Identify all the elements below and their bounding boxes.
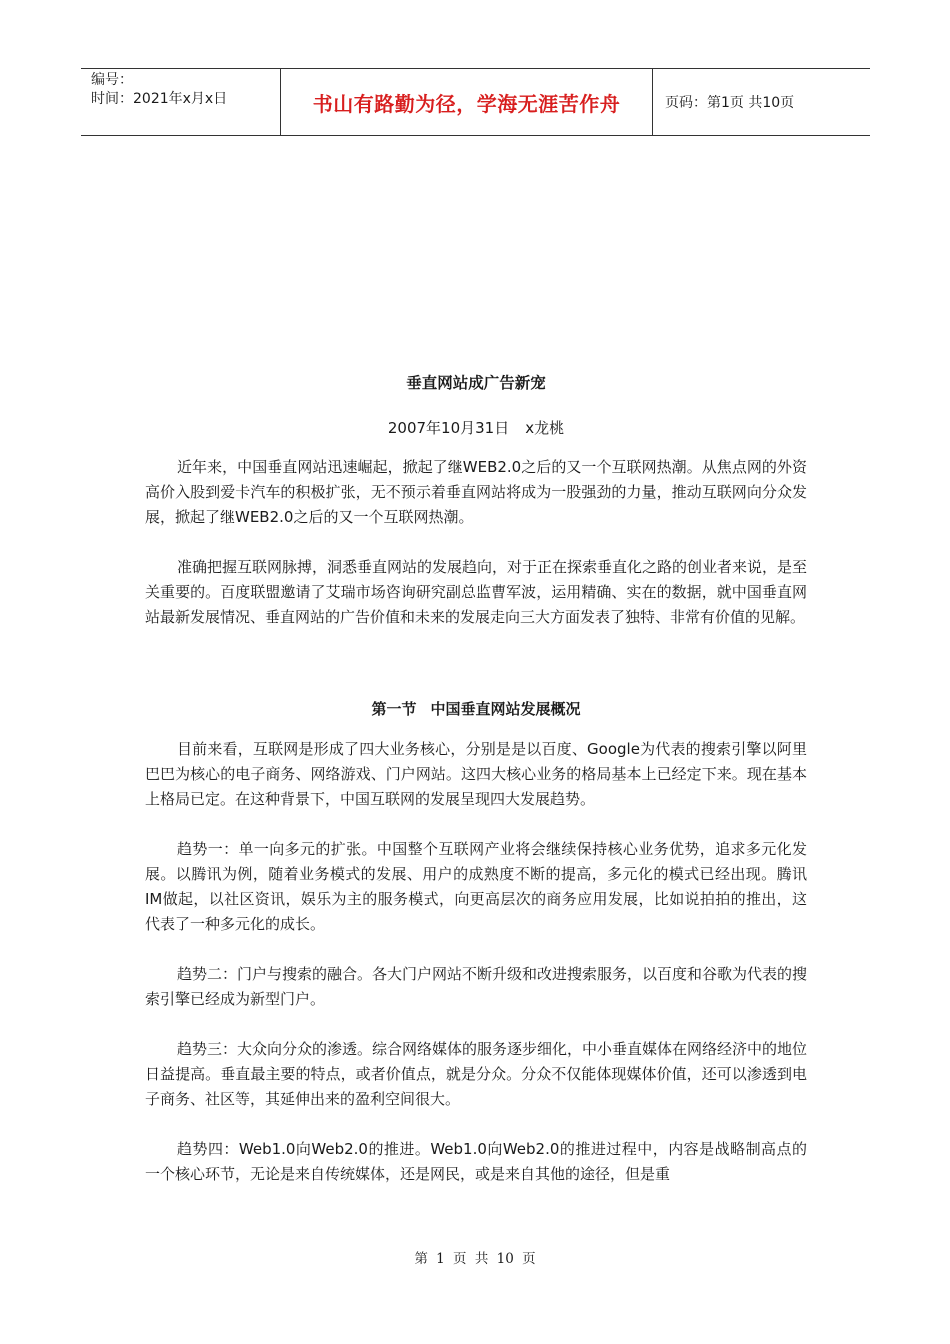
section-title: 中国垂直网站发展概况 <box>430 700 581 718</box>
article-byline <box>145 417 807 439</box>
header-motto: 书山有路勤为径，学海无涯苦作舟 <box>281 69 653 135</box>
section-heading <box>145 698 807 720</box>
number-label: 编号： <box>91 72 133 88</box>
article <box>145 372 807 1187</box>
page-header <box>81 68 870 136</box>
article-title: 垂直网站成广告新宠 <box>406 374 546 392</box>
intro-paragraph-1: 近年来，中国垂直网站迅速崛起，掀起了继WEB2.0之后的又一个互联网热潮。从焦点网的外资高价入股到爱卡汽车的积极扩张，无不预示着垂直网站将成为一股强劲的力量，推动互联网向分众发展，掀起了继WEB2.0之后的又一个互联网热潮。 <box>145 458 807 526</box>
section-paragraph-5: 趋势四：Web1.0向Web2.0的推进。Web1.0向Web2.0的推进过程中，内容是战略制高点的一个核心环节，无论是来自传统媒体，还是网民，或是来自其他的途径，但是重 <box>145 1140 807 1183</box>
header-meta-cell <box>81 69 281 135</box>
intro-paragraph-2: 准确把握互联网脉搏，洞悉垂直网站的发展趋向，对于正在探索垂直化之路的创业者来说，是至关重要的。百度联盟邀请了艾瑞市场咨询研究副总监曹军波，运用精确、实在的数据，就中国垂直网站最新发展情况、垂直网站的广告价值和未来的发展走向三大方面发表了独特、非常有价值的见解。 <box>145 558 808 626</box>
section-paragraph-1: 目前来看，互联网是形成了四大业务核心，分别是是以百度、Google为代表的搜索引擎以阿里巴巴为核心的电子商务、网络游戏、门户网站。这四大核心业务的格局基本上已经定下来。现在基本上格局已定。在这种背景下，中国互联网的发展呈现四大发展趋势。 <box>145 740 807 808</box>
time-label: 时间：2021年x月x日 <box>91 91 228 107</box>
section-paragraph-3: 趋势二：门户与搜索的融合。各大门户网站不断升级和改进搜索服务，以百度和谷歌为代表的搜索引擎已经成为新型门户。 <box>145 965 808 1008</box>
section-paragraph-4: 趋势三：大众向分众的渗透。综合网络媒体的服务逐步细化，中小垂直媒体在网络经济中的地位日益提高。垂直最主要的特点，或者价值点，就是分众。分众不仅能体现媒体价值，还可以渗透到电子商务、社区等，其延伸出来的盈利空间很大。 <box>145 1040 808 1108</box>
section-number: 第一节 <box>371 700 417 718</box>
page-footer: 第 1 页 共 10 页 <box>414 1251 536 1267</box>
header-page-info: 页码：第1页 共10页 <box>665 95 795 111</box>
article-author: x龙桃 <box>525 419 565 437</box>
article-date: 2007年10月31日 <box>387 419 510 437</box>
section-paragraph-2: 趋势一：单一向多元的扩张。中国整个互联网产业将会继续保持核心业务优势，追求多元化发展。以腾讯为例，随着业务模式的发展、用户的成熟度不断的提高，多元化的模式已经出现。腾讯IM做起，以社区资讯，娱乐为主的服务模式，向更高层次的商务应用发展，比如说拍拍的推出，这代表了一种多元化的成长。 <box>145 840 807 933</box>
